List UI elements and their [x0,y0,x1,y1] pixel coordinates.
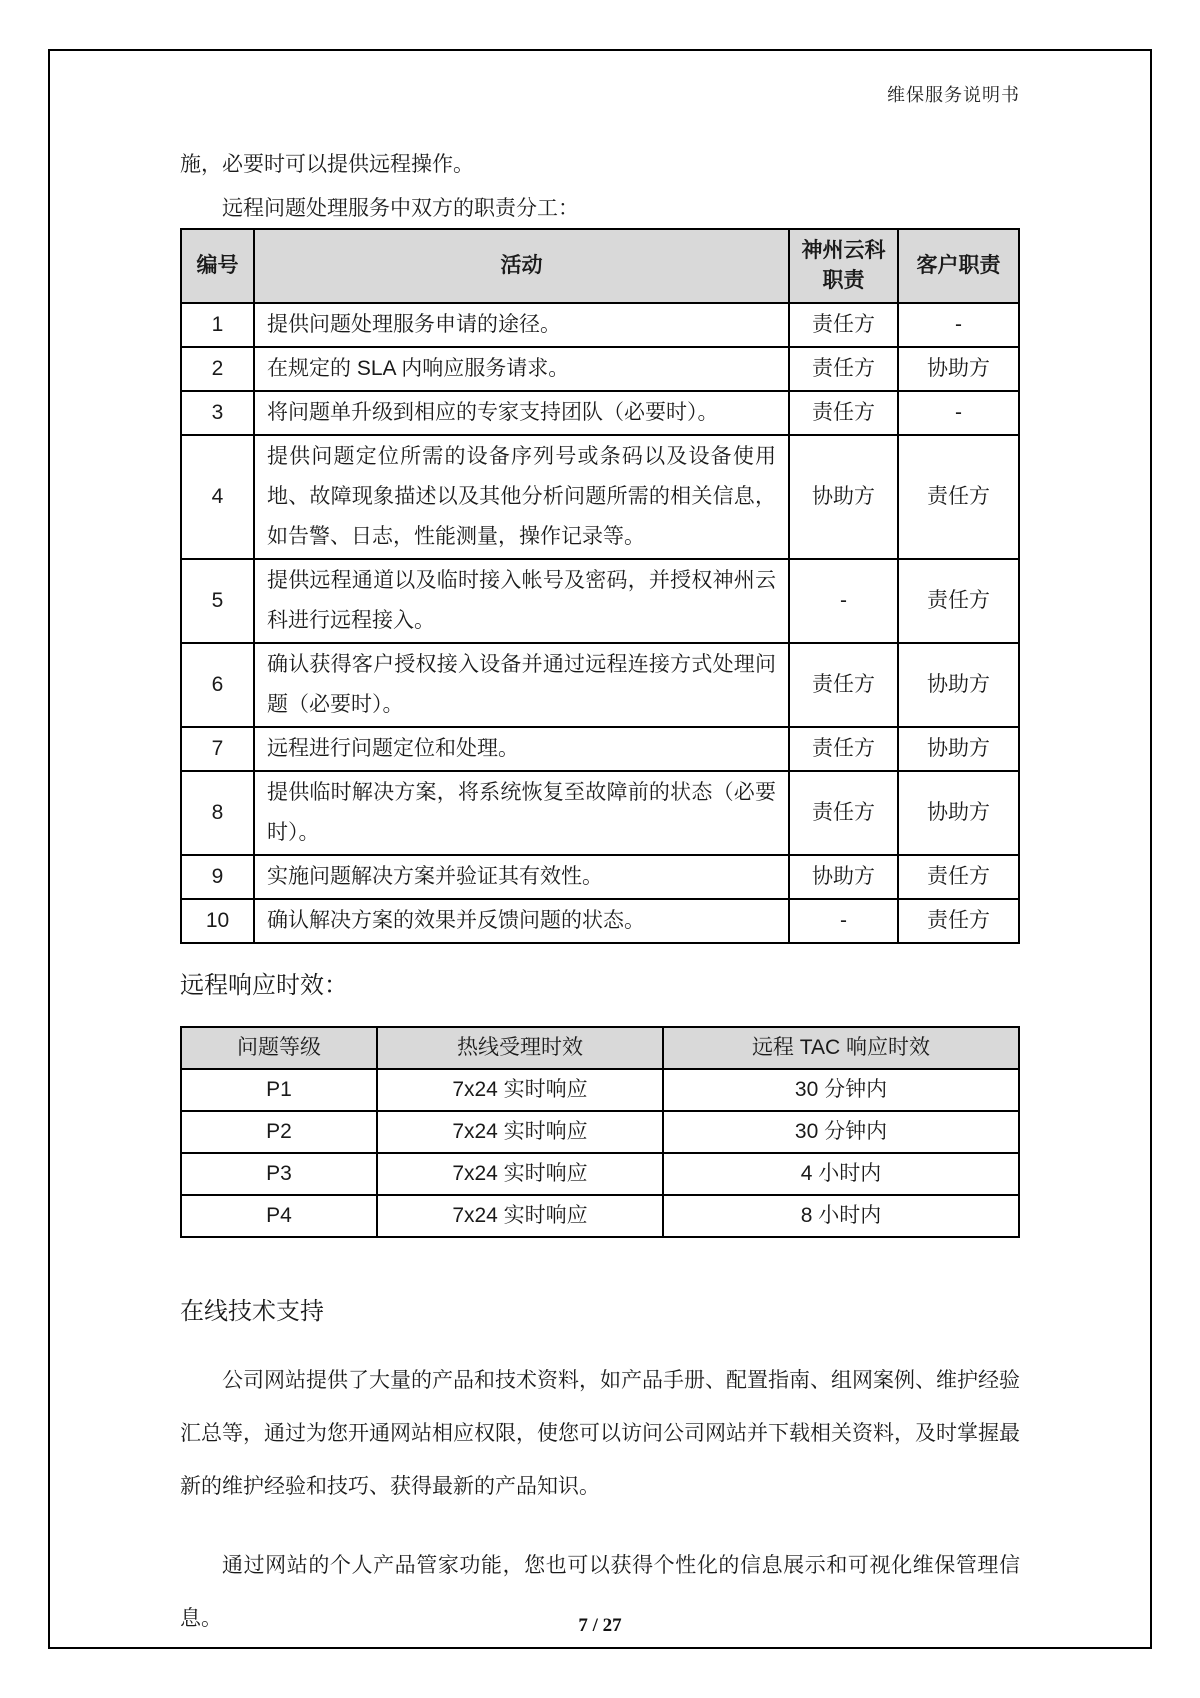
online-support-paragraph-2: 通过网站的个人产品管家功能，您也可以获得个性化的信息展示和可视化维保管理信息。 [180,1554,1020,1630]
table-row [181,391,1019,435]
response-time-heading: 远程响应时效： [180,972,348,999]
table-row [181,771,1019,855]
cell-hotline: 7x24 实时响应 [377,1195,663,1237]
page-content [50,83,1150,1679]
cell-no: 9 [181,855,254,899]
cell-tac: 30 分钟内 [663,1111,1019,1153]
cell-activity: 确认解决方案的效果并反馈问题的状态。 [254,899,789,943]
cell-activity: 确认获得客户授权接入设备并通过远程连接方式处理问题（必要时）。 [254,643,789,727]
cell-activity: 提供临时解决方案，将系统恢复至故障前的状态（必要时）。 [254,771,789,855]
responsibility-table-lead-in: 远程问题处理服务中双方的职责分工： [222,197,579,220]
cell-vendor: 责任方 [789,303,898,347]
cell-customer: 协助方 [898,727,1019,771]
online-support-heading: 在线技术支持 [180,1298,324,1325]
cell-vendor: 责任方 [789,347,898,391]
page-border-frame [48,49,1152,1649]
cell-customer: 协助方 [898,771,1019,855]
cell-vendor: 责任方 [789,391,898,435]
table-header-row [181,229,1019,303]
cell-vendor: - [789,899,898,943]
page-number: 7 / 27 [578,1615,622,1636]
table-row [181,1195,1019,1237]
document-header-title: 维保服务说明书 [887,85,1020,105]
cell-tac: 4 小时内 [663,1153,1019,1195]
cell-activity: 提供问题定位所需的设备序列号或条码以及设备使用地、故障现象描述以及其他分析问题所需的相关信息，如告警、日志，性能测量，操作记录等。 [254,435,789,559]
cell-vendor: 协助方 [789,855,898,899]
cell-tac: 30 分钟内 [663,1069,1019,1111]
cell-customer: - [898,391,1019,435]
table-row [181,303,1019,347]
header-vendor-line2: 职责 [822,269,865,292]
cell-vendor: - [789,559,898,643]
response-time-table [180,1026,1020,1238]
cell-no: 8 [181,771,254,855]
cell-customer: 责任方 [898,855,1019,899]
table-row [181,727,1019,771]
cell-activity: 将问题单升级到相应的专家支持团队（必要时）。 [254,391,789,435]
cell-no: 3 [181,391,254,435]
header-cell-level: 问题等级 [181,1027,377,1069]
cell-no: 2 [181,347,254,391]
cell-level: P3 [181,1153,377,1195]
body-line-continuation: 施，必要时可以提供远程操作。 [180,153,474,176]
table-row [181,899,1019,943]
cell-hotline: 7x24 实时响应 [377,1111,663,1153]
cell-activity: 提供远程通道以及临时接入帐号及密码，并授权神州云科进行远程接入。 [254,559,789,643]
table-row [181,643,1019,727]
header-vendor-line1: 神州云科 [801,239,886,262]
cell-no: 10 [181,899,254,943]
table-row [181,435,1019,559]
header-cell-hotline: 热线受理时效 [377,1027,663,1069]
cell-no: 6 [181,643,254,727]
cell-activity: 提供问题处理服务申请的途径。 [254,303,789,347]
cell-activity: 实施问题解决方案并验证其有效性。 [254,855,789,899]
header-cell-vendor [789,229,898,303]
header-cell-tac: 远程 TAC 响应时效 [663,1027,1019,1069]
table-header-row [181,1027,1019,1069]
cell-activity: 远程进行问题定位和处理。 [254,727,789,771]
cell-level: P4 [181,1195,377,1237]
cell-vendor: 责任方 [789,727,898,771]
header-cell-customer: 客户职责 [898,229,1019,303]
cell-customer: - [898,303,1019,347]
online-support-paragraph-1: 公司网站提供了大量的产品和技术资料，如产品手册、配置指南、组网案例、维护经验汇总等，通过为您开通网站相应权限，使您可以访问公司网站并下载相关资料，及时掌握最新的维护经验和技巧、获得最新的产品知识。 [180,1369,1020,1498]
cell-vendor: 协助方 [789,435,898,559]
cell-customer: 协助方 [898,347,1019,391]
cell-customer: 协助方 [898,643,1019,727]
header-cell-activity: 活动 [254,229,789,303]
cell-tac: 8 小时内 [663,1195,1019,1237]
responsibility-table [180,228,1020,944]
cell-vendor: 责任方 [789,643,898,727]
cell-customer: 责任方 [898,899,1019,943]
cell-customer: 责任方 [898,559,1019,643]
table-row [181,1069,1019,1111]
cell-level: P2 [181,1111,377,1153]
table-row [181,559,1019,643]
cell-vendor: 责任方 [789,771,898,855]
table-row [181,1153,1019,1195]
cell-no: 7 [181,727,254,771]
cell-activity: 在规定的 SLA 内响应服务请求。 [254,347,789,391]
table-row [181,1111,1019,1153]
cell-hotline: 7x24 实时响应 [377,1153,663,1195]
cell-customer: 责任方 [898,435,1019,559]
cell-level: P1 [181,1069,377,1111]
cell-no: 5 [181,559,254,643]
cell-hotline: 7x24 实时响应 [377,1069,663,1111]
cell-no: 1 [181,303,254,347]
cell-no: 4 [181,435,254,559]
table-row [181,347,1019,391]
header-cell-no: 编号 [181,229,254,303]
table-row [181,855,1019,899]
